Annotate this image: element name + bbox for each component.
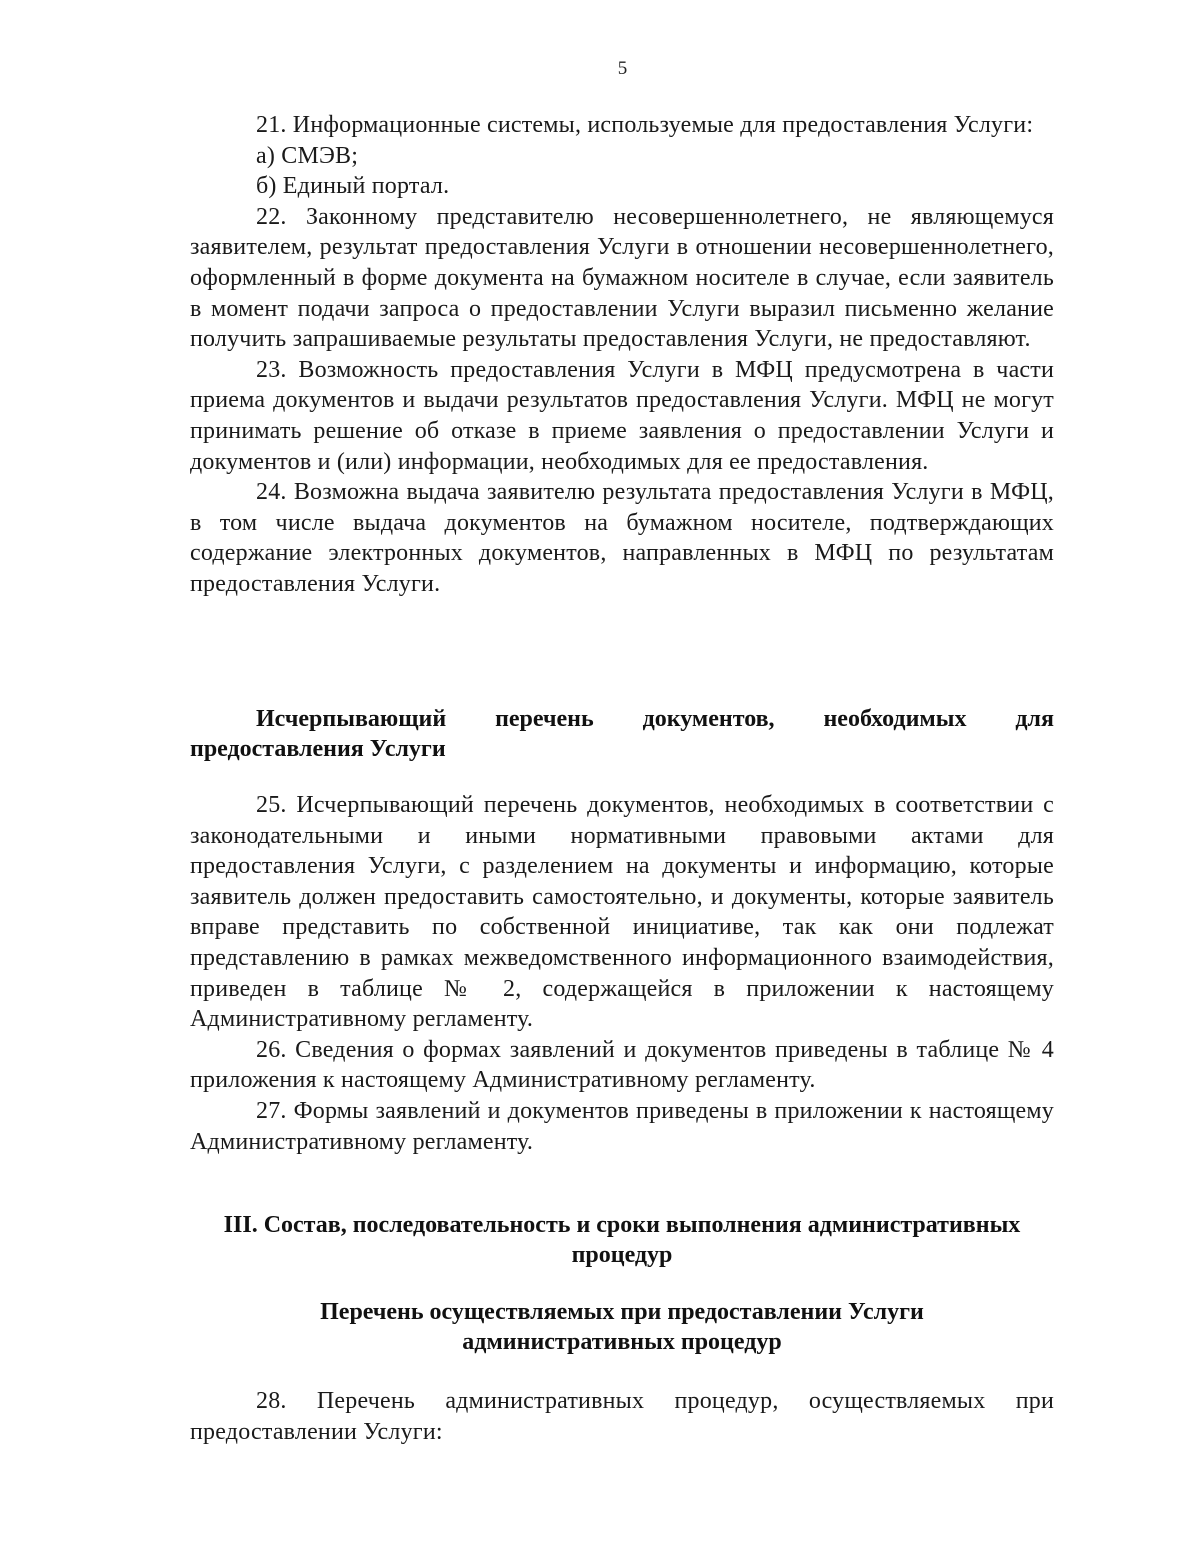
section-heading-documents: Исчерпывающий перечень документов, необходимых для предоставления Услуги: [190, 706, 1054, 762]
paragraph-22: 22. Законному представителю несовершеннолетнего, не являющемуся заявителем, результат предоставления Услуги в отношении несовершеннолетнего, оформленный в форме документа на бумажном носителе в случае, если заявитель в момент подачи запроса о предоставлении Услуги выразил письменно желание получить запрашиваемые результаты предоставления Услуги, не предоставляют.: [190, 203, 1054, 353]
paragraph-21b: б) Единый портал.: [256, 173, 450, 200]
paragraph-24: 24. Возможна выдача заявителю результата предоставления Услуги в МФЦ, в том числе выдача документов на бумажном носителе, подтверждающих содержание электронных документов, направленных в МФЦ по результатам предоставления Услуги.: [190, 479, 1054, 597]
paragraph-25: 25. Исчерпывающий перечень документов, необходимых в соответствии с законодательными и иными нормативными правовыми актами для предоставления Услуги, с разделением на документы и информацию, которые заявитель должен предоставить самостоятельно, и документы, которые заявитель вправе представить по собственной инициативе, так как они подлежат представлению в рамках межведомственного информационного взаимодействия, приведен в таблице № 2, содержащейся в приложении к настоящему Административному регламенту.: [190, 792, 1054, 1033]
paragraph-27: 27. Формы заявлений и документов приведены в приложении к настоящему Административному регламенту.: [190, 1097, 1054, 1155]
paragraph-28: 28. Перечень административных процедур, осуществляемых при предоставлении Услуги:: [190, 1388, 1054, 1445]
section-block-2: [190, 790, 1054, 1157]
paragraph-21a: а) СМЭВ;: [256, 142, 359, 169]
paragraph-23: 23. Возможность предоставления Услуги в МФЦ предусмотрена в части приема документов и выдачи результатов предоставления Услуги. МФЦ не могут принимать решение об отказе в приеме заявления о предоставлении Услуги и документов и (или) информации, необходимых для ее предоставления.: [190, 356, 1054, 475]
section-heading-procedures: Перечень осуществляемых при предоставлении Услуги административных процедур: [320, 1299, 924, 1355]
paragraph-21: 21. Информационные системы, используемые для предоставления Услуги:: [256, 112, 1034, 138]
section-block-3: [190, 1386, 1054, 1447]
section-block-1: [190, 110, 1054, 600]
page-number: 5: [617, 58, 628, 79]
chapter-heading-iii: III. Состав, последовательность и сроки выполнения административных процедур: [223, 1212, 1021, 1268]
paragraph-26: 26. Сведения о формах заявлений и документов приведены в таблице № 4 приложения к настоящему Административному регламенту.: [190, 1036, 1054, 1094]
